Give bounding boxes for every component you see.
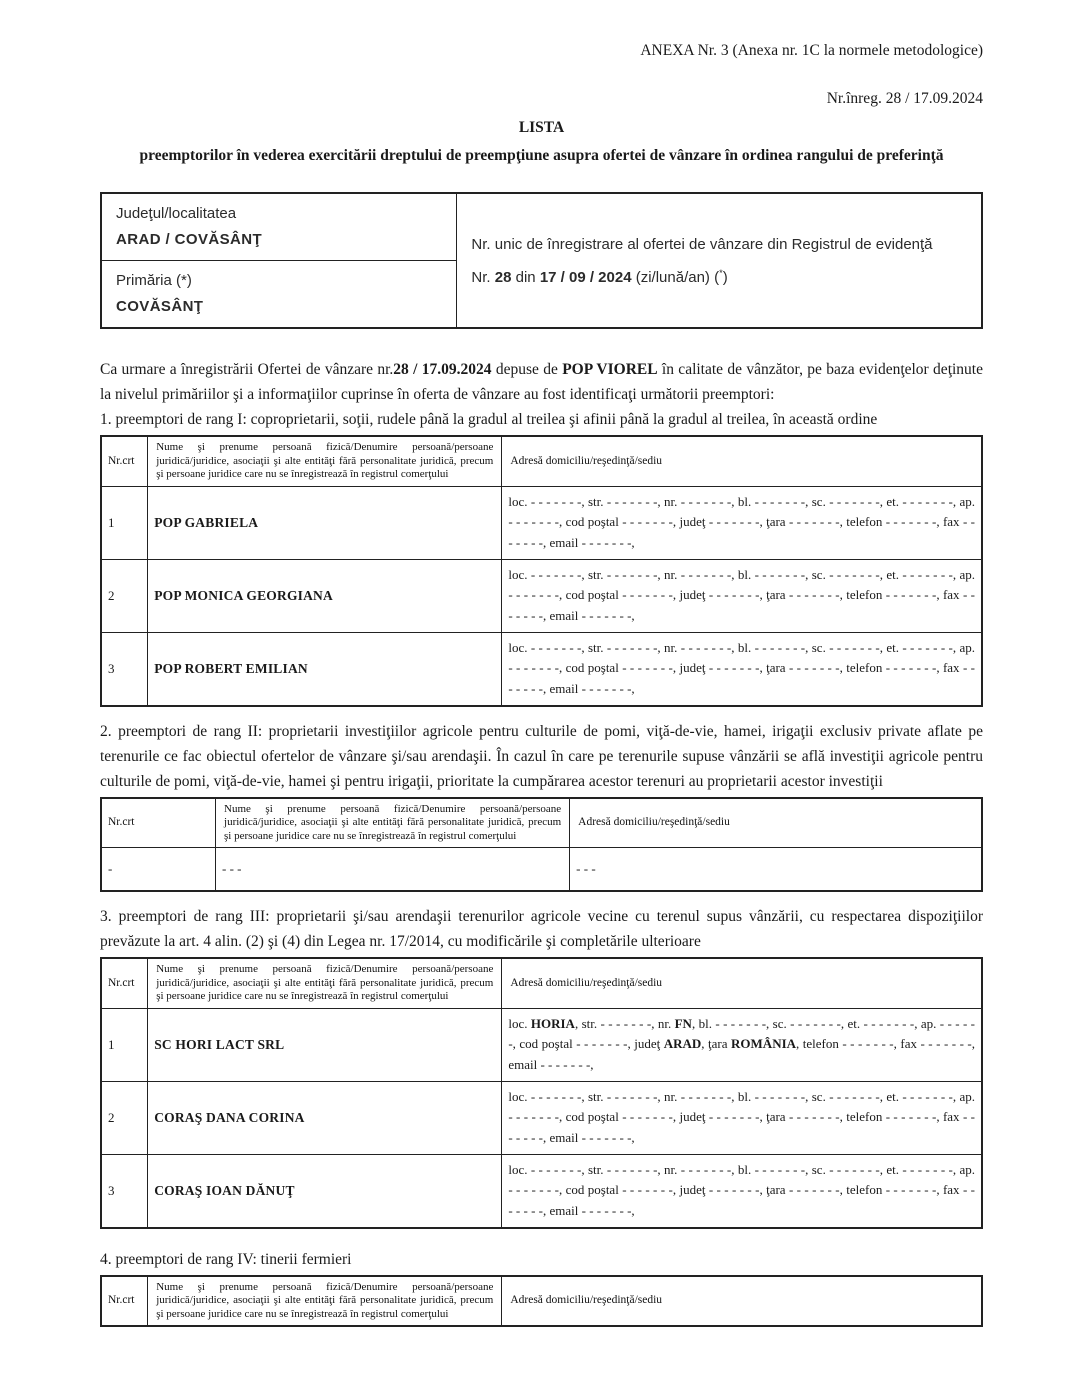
table-header-row <box>101 798 982 848</box>
preemptor-name: POP MONICA GEORGIANA <box>148 559 502 632</box>
row-number: 1 <box>101 486 148 559</box>
intro-paragraph: Ca urmare a înregistrării Ofertei de vânzare nr.28 / 17.09.2024 depuse de POP VIOREL în calitate de vânzător, pe baza evidenţelor deţinute la nivelul primăriilor şi a informaţiilor cuprinse în oferta de vânzare au fost identificaţi următorii preemptori: <box>100 361 983 403</box>
table-row <box>101 559 982 632</box>
unique-reg-cell <box>457 193 982 328</box>
document-title: LISTA <box>518 119 565 136</box>
section-1-heading: 1. preemptori de rang I: coproprietarii, soţii, rudele până la gradul al treilea şi afinii până la gradul al treilea, în această ordine <box>100 411 878 428</box>
registration-line: Nr.înreg. 28 / 17.09.2024 <box>826 90 983 107</box>
rank-1-table <box>100 435 983 707</box>
annex-reference: ANEXA Nr. 3 (Anexa nr. 1C la normele metodologice) <box>640 42 983 59</box>
preemptor-name: CORAŞ IOAN DĂNUŢ <box>148 1154 502 1228</box>
row-number: 1 <box>101 1008 148 1081</box>
column-header-name: Nume şi prenume persoană fizică/Denumire persoană/persoane juridică/juridice, asociaţii şi alte entităţi fără personalitate juridică, precum şi persoane juridice care nu se înregistrează în registrul comerţului <box>148 958 502 1008</box>
column-header-name: Nume şi prenume persoană fizică/Denumire persoană/persoane juridică/juridice, asociaţii şi alte entităţi fără personalitate juridică, precum şi persoane juridice care nu se înregistrează în registrul comerţului <box>148 436 502 486</box>
preemptor-name: POP ROBERT EMILIAN <box>148 632 502 706</box>
document-subtitle: preemptorilor în vederea exercitării dreptului de preempţiune asupra ofertei de vânzare în ordinea rangului de preferinţă <box>139 147 944 164</box>
rank-3-table <box>100 957 983 1229</box>
table-row <box>101 1154 982 1228</box>
title-block <box>100 114 983 170</box>
registration-info-table <box>100 192 983 329</box>
preemptor-address: loc. HORIA, str. - - - - - - -, nr. FN, bl. - - - - - - -, sc. - - - - - - -, et. - - - - - - -, ap. - - - - - -, cod poştal - - - - - - -, judeţ ARAD, ţara ROMÂNIA, telefon - - - - - - -, fax - - - - - - -, email - - - - - - -, <box>502 1008 982 1081</box>
row-number: 2 <box>101 1081 148 1154</box>
column-header-address: Adresă domiciliu/reşedinţă/sediu <box>502 1276 982 1327</box>
column-header-nr: Nr.crt <box>101 436 148 486</box>
column-header-address: Adresă domiciliu/reşedinţă/sediu <box>502 436 982 486</box>
cityhall-label: Primăria (*) <box>116 272 192 289</box>
column-header-name: Nume şi prenume persoană fizică/Denumire persoană/persoane juridică/juridice, asociaţii şi alte entităţi fără personalitate juridică, precum şi persoane juridice care nu se înregistrează în registrul comerţului <box>216 798 570 848</box>
county-cell <box>101 193 457 261</box>
column-header-nr: Nr.crt <box>101 798 216 848</box>
row-number: 3 <box>101 1154 148 1228</box>
section-4-heading: 4. preemptori de rang IV: tinerii fermieri <box>100 1250 352 1268</box>
table-row <box>101 848 982 892</box>
table-header-row <box>101 958 982 1008</box>
preemptor-name: SC HORI LACT SRL <box>148 1008 502 1081</box>
table-header-row <box>101 1276 982 1327</box>
preemptor-name: CORAŞ DANA CORINA <box>148 1081 502 1154</box>
preemptor-address: loc. - - - - - - -, str. - - - - - - -, nr. - - - - - - -, bl. - - - - - - -, sc. - - - - - - -, et. - - - - - - -, ap. - - - - - - -, cod poştal - - - - - - -, judeţ - - - - - - -, ţara - - - - - - -, telefon - - - - - - -, fax - - - - - - -, email - - - - - - -, <box>502 486 982 559</box>
preemptor-address: loc. - - - - - - -, str. - - - - - - -, nr. - - - - - - -, bl. - - - - - - -, sc. - - - - - - -, et. - - - - - - -, ap. - - - - - - -, cod poştal - - - - - - -, judeţ - - - - - - -, ţara - - - - - - -, telefon - - - - - - -, fax - - - - - - -, email - - - - - - -, <box>502 632 982 706</box>
table-row <box>101 1081 982 1154</box>
column-header-nr: Nr.crt <box>101 958 148 1008</box>
table-row <box>101 632 982 706</box>
table-row <box>101 1008 982 1081</box>
rank-4-table <box>100 1275 983 1328</box>
unique-reg-label: Nr. unic de înregistrare al ofertei de vânzare din Registrul de evidenţă <box>471 235 933 253</box>
preemptor-name: POP GABRIELA <box>148 486 502 559</box>
section-3-heading: 3. preemptori de rang III: proprietarii şi/sau arendaşii terenurilor agricole vecine cu terenul supus vânzării, cu respectarea dispoziţiilor prevăzute la art. 4 alin. (2) şi (4) din Legea nr. 17/2014, cu modificările şi completările ulterioare <box>100 908 983 950</box>
preemptor-address: loc. - - - - - - -, str. - - - - - - -, nr. - - - - - - -, bl. - - - - - - -, sc. - - - - - - -, et. - - - - - - -, ap. - - - - - - -, cod poştal - - - - - - -, judeţ - - - - - - -, ţara - - - - - - -, telefon - - - - - - -, fax - - - - - - -, email - - - - - - -, <box>502 1081 982 1154</box>
reg-number-line: Nr. 28 din 17 / 09 / 2024 (zi/lună/an) (*) <box>471 267 728 286</box>
row-number: 3 <box>101 632 148 706</box>
section-2-heading: 2. preemptori de rang II: proprietarii investiţiilor agricole pentru culturile de pomi, viţă-de-vie, hamei, irigaţii exclusiv private aflate pe terenurile ce fac obiectul ofertelor de vânzare şi/sau arendaşii. În cazul în care pe terenurile supuse vânzării se află investiţii agricole pentru culturile de pomi, viţă-de-vie, hamei şi pentru irigaţii, prioritate la cumpărarea acestor terenuri au proprietarii acestor investiţii <box>100 722 983 790</box>
preemptor-address: loc. - - - - - - -, str. - - - - - - -, nr. - - - - - - -, bl. - - - - - - -, sc. - - - - - - -, et. - - - - - - -, ap. - - - - - - -, cod poştal - - - - - - -, judeţ - - - - - - -, ţara - - - - - - -, telefon - - - - - - -, fax - - - - - - -, email - - - - - - -, <box>502 559 982 632</box>
county-label: Judeţul/localitatea <box>116 205 237 222</box>
table-row <box>101 486 982 559</box>
column-header-name: Nume şi prenume persoană fizică/Denumire persoană/persoane juridică/juridice, asociaţii şi alte entităţi fără personalitate juridică, precum şi persoane juridice care nu se înregistrează în registrul comerţului <box>148 1276 502 1327</box>
column-header-address: Adresă domiciliu/reşedinţă/sediu <box>570 798 982 848</box>
preemptor-name: - - - <box>216 848 570 892</box>
table-header-row <box>101 436 982 486</box>
cityhall-cell <box>101 261 457 329</box>
cityhall-value: COVĂSÂNŢ <box>116 298 204 315</box>
preemptor-address: loc. - - - - - - -, str. - - - - - - -, nr. - - - - - - -, bl. - - - - - - -, sc. - - - - - - -, et. - - - - - - -, ap. - - - - - - -, cod poştal - - - - - - -, judeţ - - - - - - -, ţara - - - - - - -, telefon - - - - - - -, fax - - - - - - -, email - - - - - - -, <box>502 1154 982 1228</box>
preemptor-address: - - - <box>570 848 982 892</box>
county-value: ARAD / COVĂSÂNŢ <box>116 231 263 248</box>
column-header-nr: Nr.crt <box>101 1276 148 1327</box>
row-number: 2 <box>101 559 148 632</box>
row-number: - <box>101 848 216 892</box>
column-header-address: Adresă domiciliu/reşedinţă/sediu <box>502 958 982 1008</box>
rank-2-table <box>100 797 983 893</box>
